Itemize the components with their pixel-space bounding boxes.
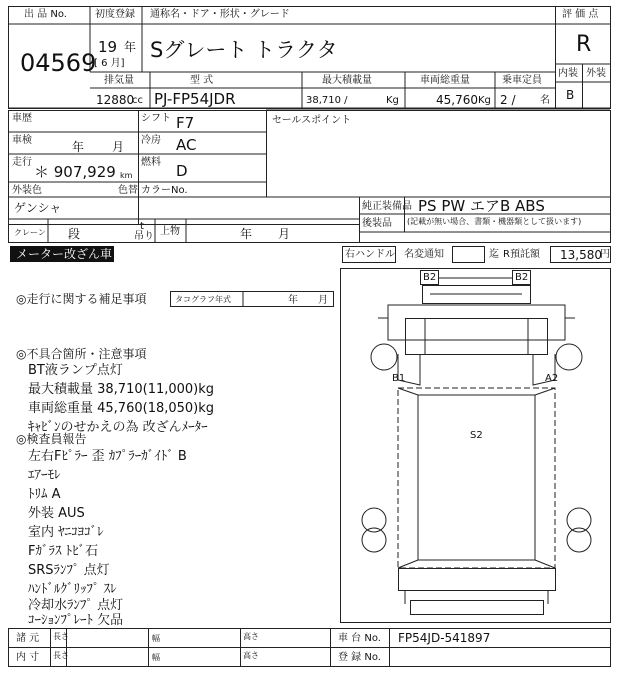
inspector-line: 室内 ﾔﾆｺﾖｺﾞﾚ	[28, 525, 104, 540]
defect-line: 最大積載量 38,710(11,000)kg	[28, 382, 215, 397]
registration-label: 初度登録	[95, 9, 135, 20]
color-no-label: カラーNo.	[141, 185, 188, 196]
length-label: 長さ	[53, 632, 69, 641]
equipment-label: 純正装備品	[362, 201, 412, 212]
rating-label: 評 価 点	[562, 9, 599, 20]
meter-tampered-banner: メーター改ざん車	[16, 247, 113, 261]
height-label: 高さ	[243, 632, 259, 641]
r-assessment-value: 13,580	[560, 248, 602, 262]
upper-label: 上物	[160, 226, 180, 237]
sales-point-label: セールスポイント	[272, 115, 352, 126]
chassis-no: FP54JD-541897	[398, 631, 491, 645]
steering-side: 右ハンドル	[345, 249, 395, 260]
tachograph-label: タコグラフ年式	[175, 295, 231, 304]
model-name: Sグレート トラクタ	[150, 38, 338, 62]
shift-value: F7	[176, 114, 195, 132]
capacity-value: 2 /	[500, 93, 516, 107]
max-load-value: 38,710 /	[306, 95, 348, 106]
gross-weight-label: 車両総重量	[420, 75, 470, 86]
inspector-line: 外装 AUS	[28, 506, 85, 521]
tachograph-month: 月	[318, 295, 328, 306]
chassis-label: 車 台 No.	[338, 633, 381, 644]
r-assessment-label: R預託額	[503, 249, 540, 260]
capacity-label: 乗車定員	[502, 75, 542, 86]
lot-label: 出 品 No.	[24, 9, 67, 20]
max-load-unit: Kg	[386, 95, 399, 106]
spec-label: 諸 元	[16, 633, 40, 644]
interior-grade: B	[566, 88, 575, 102]
supplement-heading: ◎走行に関する補足事項	[16, 292, 147, 306]
aftermarket-label: 後装品	[362, 218, 392, 229]
crane-label: クレーン	[14, 228, 46, 237]
ext-color-value: ゲンシャ	[14, 201, 62, 215]
type-value: PJ-FP54JDR	[154, 90, 236, 108]
crane-lift: 吊り	[134, 231, 154, 242]
diagram-mark: A2	[545, 373, 559, 384]
displacement-label: 排気量	[104, 75, 134, 86]
registration-month: [ 6 月]	[94, 58, 125, 69]
defect-line: BT液ランプ点灯	[28, 363, 123, 378]
gross-weight-unit: Kg	[478, 95, 491, 106]
equipment-value: PS PW エアB ABS	[418, 197, 545, 215]
ext-color-label: 外装色	[12, 185, 42, 196]
model-label: 通称名・ドア・形状・グレード	[150, 9, 290, 20]
ac-label: 冷房	[141, 135, 161, 146]
inspector-heading: ◎検査員報告	[16, 432, 87, 446]
width-label: 幅	[152, 653, 160, 662]
deadline-label: 迄	[489, 249, 499, 260]
color-code-label: 色替	[118, 185, 138, 196]
diagram-mark: B2	[515, 272, 529, 283]
inner-dim-label: 内 寸	[16, 652, 40, 663]
height-label: 高さ	[243, 651, 259, 660]
inspection-month: 月	[112, 140, 125, 154]
inspector-line: 左右Fﾋﾟﾗｰ 歪 ｶﾌﾟﾗｰｶﾞｲﾄﾞ B	[28, 449, 187, 464]
inspection-label: 車検	[12, 135, 32, 146]
diagram-mark: B1	[392, 373, 406, 384]
shift-label: シフト	[141, 113, 171, 124]
gross-weight-value: 45,760	[436, 93, 478, 107]
rating-value: R	[576, 32, 592, 57]
name-change-label: 名変通知	[404, 249, 444, 260]
defects-heading: ◎不具合箇所・注意事項	[16, 347, 147, 361]
diagram-mark: S2	[470, 430, 483, 441]
upper-year: 年	[240, 227, 253, 241]
inspector-line: Fｶﾞﾗｽ ﾄﾋﾞ石	[28, 544, 99, 559]
inspector-line: ﾄﾘﾑ A	[28, 487, 61, 502]
displacement-value: 12880	[96, 93, 135, 107]
fuel-value: D	[176, 162, 188, 180]
crane-ton: t	[140, 221, 144, 232]
displacement-unit: cc	[132, 95, 143, 106]
history-label: 車歴	[12, 113, 32, 124]
registration-year-unit: 年	[124, 40, 137, 54]
registration-year: 19	[98, 38, 118, 56]
crane-stage: 段	[68, 227, 81, 241]
fuel-label: 燃料	[141, 157, 161, 168]
inspector-line: 冷却水ﾗﾝﾌﾟ 点灯	[28, 598, 124, 613]
inspection-year: 年	[72, 140, 85, 154]
capacity-unit: 名	[540, 95, 550, 106]
exterior-label: 外装	[586, 68, 606, 79]
ac-value: AC	[176, 136, 197, 154]
inspector-line: ﾊﾝﾄﾞﾙｸﾞﾘｯﾌﾟ ｽﾚ	[28, 582, 117, 597]
mileage-unit: km	[120, 171, 133, 180]
inspector-line: SRSﾗﾝﾌﾟ 点灯	[28, 563, 110, 578]
interior-label: 内装	[558, 68, 578, 79]
tachograph-year: 年	[288, 295, 298, 306]
inspector-line: ｺｰｼｮﾝﾌﾟﾚｰﾄ 欠品	[28, 613, 124, 628]
r-assessment-unit: 円	[600, 249, 610, 260]
max-load-label: 最大積載量	[322, 75, 372, 86]
width-label: 幅	[152, 634, 160, 643]
mileage-label: 走行	[12, 157, 32, 168]
registration-no-label: 登 録 No.	[338, 652, 381, 663]
mileage-value: ＊ 907,929	[34, 163, 116, 181]
defect-line: ｷｬﾋﾞﾝのせかえの為 改ざんﾒｰﾀｰ	[28, 420, 208, 435]
lot-number: 04569	[20, 49, 97, 77]
inspector-line: ｴｱｰﾓﾚ	[28, 468, 61, 483]
upper-month: 月	[278, 227, 291, 241]
type-label: 型 式	[190, 75, 214, 86]
defect-line: 車両総重量 45,760(18,050)kg	[28, 401, 215, 416]
diagram-mark: B2	[423, 272, 437, 283]
aftermarket-note: (記載が無い場合、書類・機器類として扱います)	[407, 217, 582, 226]
length-label: 長さ	[53, 651, 69, 660]
